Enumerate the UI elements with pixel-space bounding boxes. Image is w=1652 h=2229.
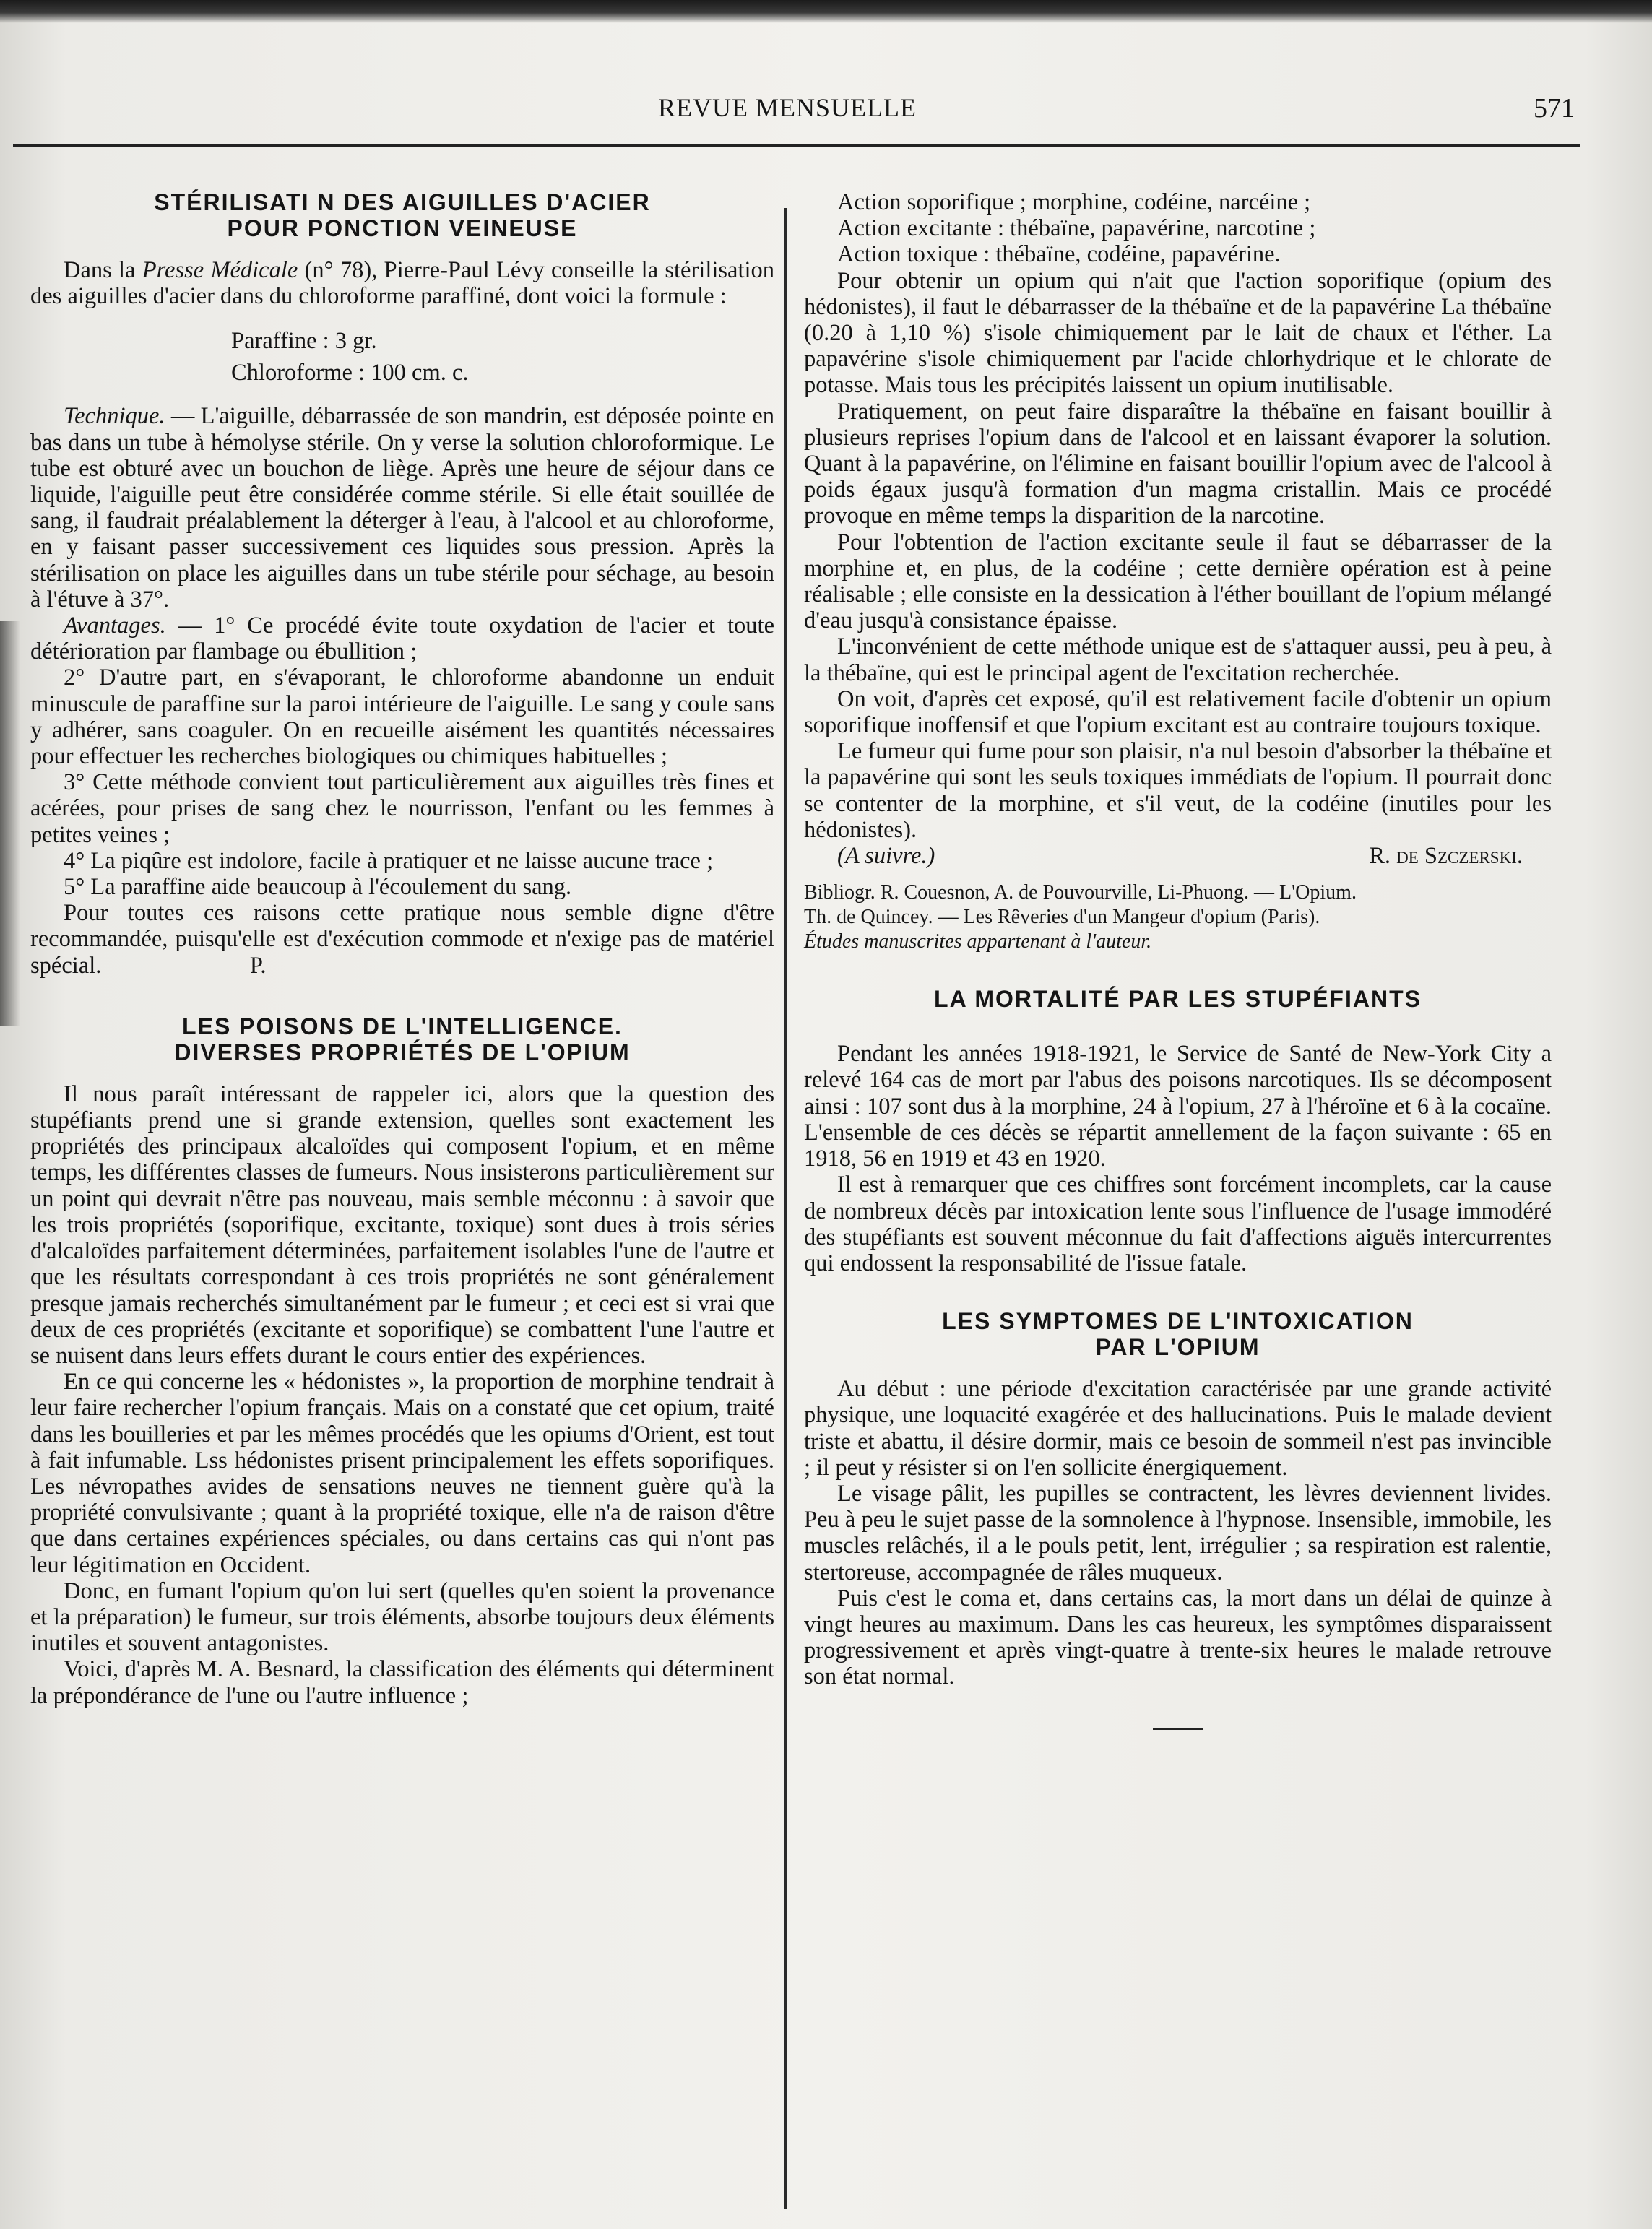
paragraph-technique <box>30 403 774 613</box>
title-line: LA MORTALITÉ PAR LES STUPÉFIANTS <box>934 986 1422 1013</box>
article-poisons-intelligence <box>30 1013 774 1709</box>
paragraph-avantages <box>30 613 774 665</box>
paragraph: On voit, d'après cet exposé, qu'il est relativement facile d'obtenir un opium soporifique inoffensif et que l'opium excitant est au contraire toujours toxique. <box>804 685 1552 739</box>
title-line: POUR PONCTION VEINEUSE <box>227 215 578 241</box>
paragraph: Action toxique : thébaïne, codéine, papavérine. <box>837 241 1281 268</box>
article-title <box>30 1013 774 1065</box>
paragraph: Pour obtenir un opium qui n'ait que l'action soporifique (opium des hédonistes), il faut le débarrasser de la thébaïne et de la papavérine La thébaïne (0.20 à 1,10 %) s'isole chimiquement par le lait de chaux et l'éther. La papavérine s'isole chimiquement par l'acide chlorhydrique et le chlorate de potasse. Mais tous les précipités laissent un opium inutilisable. <box>804 267 1552 399</box>
avantages-label: Avantages. <box>64 613 166 639</box>
technique-text: — L'aiguille, débarrassée de son mandrin, est déposée pointe en bas dans un tube à hémolyse stérile. On y verse la solution chloroformique. Le tube est obturé avec un bouchon de liège. Après une heure de séjour dans ce liquide, l'aiguille peut être considérée comme stérile. Si elle était souillée de sang, il faudrait préalablement la déterger à l'eau, à l'alcool et au chloroforme, en y faisant passer successivement ces liquides sous pression. Après la stérilisation on place les aiguilles dans un tube stérile pour séchage, au besoin à l'étuve à 37°. <box>30 403 775 613</box>
paragraph: Voici, d'après M. A. Besnard, la classification des éléments qui déterminent la prépondérance de l'une ou l'autre influence ; <box>30 1656 774 1709</box>
title-line: STÉRILISATI N DES AIGUILLES D'ACIER <box>154 189 651 215</box>
header-rule <box>13 144 1580 147</box>
paragraph: Action excitante : thébaïne, papavérine, narcotine ; <box>837 215 1316 242</box>
title-line: LES POISONS DE L'INTELLIGENCE. <box>182 1013 623 1039</box>
signature: P. <box>249 952 267 979</box>
article-poisons-continued <box>804 189 1552 954</box>
paragraph: Pendant les années 1918-1921, le Service de Santé de New-York City a relevé 164 cas de mort par l'abus des poisons narcotiques. Ils se décomposent ainsi : 107 sont dus à la morphine, 24 à l'opium, 27 à l'héroïne et 6 à la cocaïne. L'ensemble de ces décès se répartit annellement de la façon suivante : 65 en 1918, 56 en 1919 et 43 en 1920. <box>804 1041 1552 1172</box>
formula-line: Chloroforme : 100 cm. c. <box>231 360 469 386</box>
paragraph: Il est à remarquer que ces chiffres sont forcément incomplets, car la cause de nombreux décès par intoxication lente sous l'influence de l'usage immodéré des stupéfiants est souvent méconnue du fait d'affections aiguës intercurrentes qui endossent la responsabilité de l'issue fatale. <box>804 1172 1552 1276</box>
journal-name: Presse Médicale <box>142 257 298 283</box>
paragraph: Le visage pâlit, les pupilles se contractent, les lèvres deviennent livides. Peu à peu le sujet passe de la somnolence à l'hypnose. Insensible, immobile, les muscles relâchés, il a le pouls petit, lent, irrégulier ; sa respiration est ralentie, stertoreuse, accompagnée de râles muqueux. <box>804 1480 1552 1585</box>
bibliography-line: Th. de Quincey. — Les Rêveries d'un Mangeur d'opium (Paris). <box>804 906 1320 929</box>
article-title <box>30 189 774 241</box>
title-line: PAR L'OPIUM <box>1095 1334 1260 1361</box>
end-rule <box>1153 1728 1203 1730</box>
paragraph: 4° La piqûre est indolore, facile à pratiquer et ne laisse aucune trace ; <box>64 847 714 874</box>
column-divider <box>784 208 787 2209</box>
article-symptomes <box>804 1308 1552 1729</box>
article-mortalite <box>804 986 1552 1276</box>
intro-rest: (n° 78), Pierre-Paul Lévy conseille la stérilisation des aiguilles d'acier dans du chloroforme paraffiné, dont voici la formule : <box>30 257 775 310</box>
conclusion-text: Pour toutes ces raisons cette pratique nous semble digne d'être recommandée, puisqu'elle est d'exécution commode et n'exige pas de matériel spécial. <box>30 900 774 979</box>
paragraph: 2° D'autre part, en s'évaporant, le chloroforme abandonne un enduit minuscule de paraffine sur la paroi intérieure de l'aiguille. Le sang y coule sans y adhérer, sans coaguler. On en recueille aisément les quantités nécessaires pour effectuer les recherches biologiques ou chimiques habituelles ; <box>30 665 774 770</box>
formula <box>231 325 774 389</box>
signature-line <box>804 843 1552 869</box>
paragraph: En ce qui concerne les « hédonistes », la proportion de morphine tendrait à leur faire rechercher l'opium français. Mais on a constaté que cet opium, traité dans les bouilleries et par les mêmes procédés que les opiums d'Orient, est tout à fait infumable. Lss hédonistes prisent principalement les effets soporifiques. Les névropathes avides de sensations neuves ne tiennent guère qu'à la propriété convulsivante ; quant à la propriété toxique, elle n'a de raison d'être que dans certaines expériences spéciales, ou dans certains cas qui n'ont pas leur légitimation en Occident. <box>30 1369 774 1578</box>
article-sterilisation <box>30 189 774 979</box>
paragraph: Pratiquement, on peut faire disparaître la thébaïne en faisant bouillir à plusieurs reprises l'opium dans de l'alcool et en laissant évaporer la solution. Quant à la papavérine, on l'élimine en faisant bouillir l'opium avec de l'alcool à poids égaux jusqu'à formation d'un magma cristallin. Mais ce procédé provoque en même temps la disparition de la narcotine. <box>804 398 1552 529</box>
paragraph-intro <box>30 257 774 309</box>
paragraph: Puis c'est le coma et, dans certains cas, la mort dans un délai de quinze à vingt heures au maximum. Dans les cas heureux, les symptômes disparaissent progressivement et après vingt-quatre à trente-six heures le malade retrouve son état normal. <box>804 1585 1552 1690</box>
right-column <box>804 189 1552 1730</box>
paragraph: 5° La paraffine aide beaucoup à l'écoulement du sang. <box>64 874 572 901</box>
binding-shadow <box>0 621 20 1026</box>
page-number: 571 <box>1534 93 1575 124</box>
paragraph: Action soporifique ; morphine, codéine, narcéine ; <box>837 189 1311 215</box>
paragraph: Le fumeur qui fume pour son plaisir, n'a nul besoin d'absorber la thébaïne et la papavérine qui sont les seuls toxiques immédiats de l'opium. Il pourrait donc se contenter de la morphine, et s'il veut, de la codéine (inutiles pour les hédonistes). <box>804 738 1552 843</box>
to-be-continued: (A suivre.) <box>837 843 935 870</box>
formula-line: Paraffine : 3 gr. <box>231 328 377 355</box>
torn-top-edge <box>0 0 1652 23</box>
page-header <box>0 92 1652 136</box>
paragraph: 3° Cette méthode convient tout particulièrement aux aiguilles très fines et acérées, pour prises de sang chez le nourrisson, l'enfant ou les femmes à petites veines ; <box>30 769 774 848</box>
paragraph: L'inconvénient de cette méthode unique est de s'attaquer aussi, peu à peu, à la thébaïne, qui est le principal agent de l'excitation recherchée. <box>804 633 1552 686</box>
avantages-text: — 1° Ce procédé évite toute oxydation de l'acier et toute détérioration par flambage ou ébullition ; <box>30 613 775 665</box>
paragraph-conclusion <box>30 900 774 979</box>
intro-prefix: Dans la <box>64 257 136 283</box>
left-column <box>30 189 774 1709</box>
bibliography <box>804 880 1552 954</box>
paragraph: Il nous paraît intéressant de rappeler ici, alors que la question des stupéfiants prend une si grande extension, quelles sont exactement les propriétés des principaux alcaloïdes qui composent l'opium, et en même temps, les différentes classes de fumeurs. Nous insisterons particulièrement sur un point qui devrait n'être pas nouveau, mais semble méconnu : à savoir que les trois propriétés (soporifique, excitante, toxique) sont dues à trois séries d'alcaloïdes parfaitement déterminées, parfaitement isolables l'une de l'autre et que les résultats correspondant à ces trois propriétés ne sont généralement presque jamais recherchés simultanément par le fumeur ; et ceci est si vrai que deux de ces propriétés (excitante et soporifique) se combattent l'une l'autre et se nuisent dans leurs effets durant le cours entier des expériences. <box>30 1081 774 1369</box>
paragraph: Donc, en fumant l'opium qu'on lui sert (quelles qu'en soient la provenance et la préparation) le fumeur, sur trois éléments, absorbe toujours deux éléments inutiles et souvent antagonistes. <box>30 1577 774 1657</box>
title-line: LES SYMPTOMES DE L'INTOXICATION <box>942 1308 1414 1335</box>
bibliography-line: Études manuscrites appartenant à l'auteur. <box>804 930 1152 953</box>
technique-label: Technique. <box>64 403 165 430</box>
running-title: REVUE MENSUELLE <box>658 93 917 122</box>
bibliography-line: Bibliogr. R. Couesnon, A. de Pouvourville, Li-Phuong. — L'Opium. <box>804 881 1357 904</box>
article-title <box>804 1308 1552 1360</box>
article-title <box>804 986 1552 1012</box>
signature: R. de Szczerski. <box>1369 843 1523 870</box>
title-line: DIVERSES PROPRIÉTÉS DE L'OPIUM <box>174 1039 631 1065</box>
paragraph: Au début : une période d'excitation caractérisée par une grande activité physique, une loquacité exagérée et des hallucinations. Puis le malade devient triste et abattu, il désire dormir, mais ce besoin de sommeil n'est pas invincible ; il peut y résister si on l'en sollicite énergiquement. <box>804 1376 1552 1481</box>
paragraph: Pour l'obtention de l'action excitante seule il faut se débarrasser de la morphine et, en plus, de la codéine ; cette dernière opération est à peine réalisable ; elle consiste en la dessication à l'éther bouillant de l'opium mélangé d'eau jusqu'à consistance épaisse. <box>804 529 1552 634</box>
